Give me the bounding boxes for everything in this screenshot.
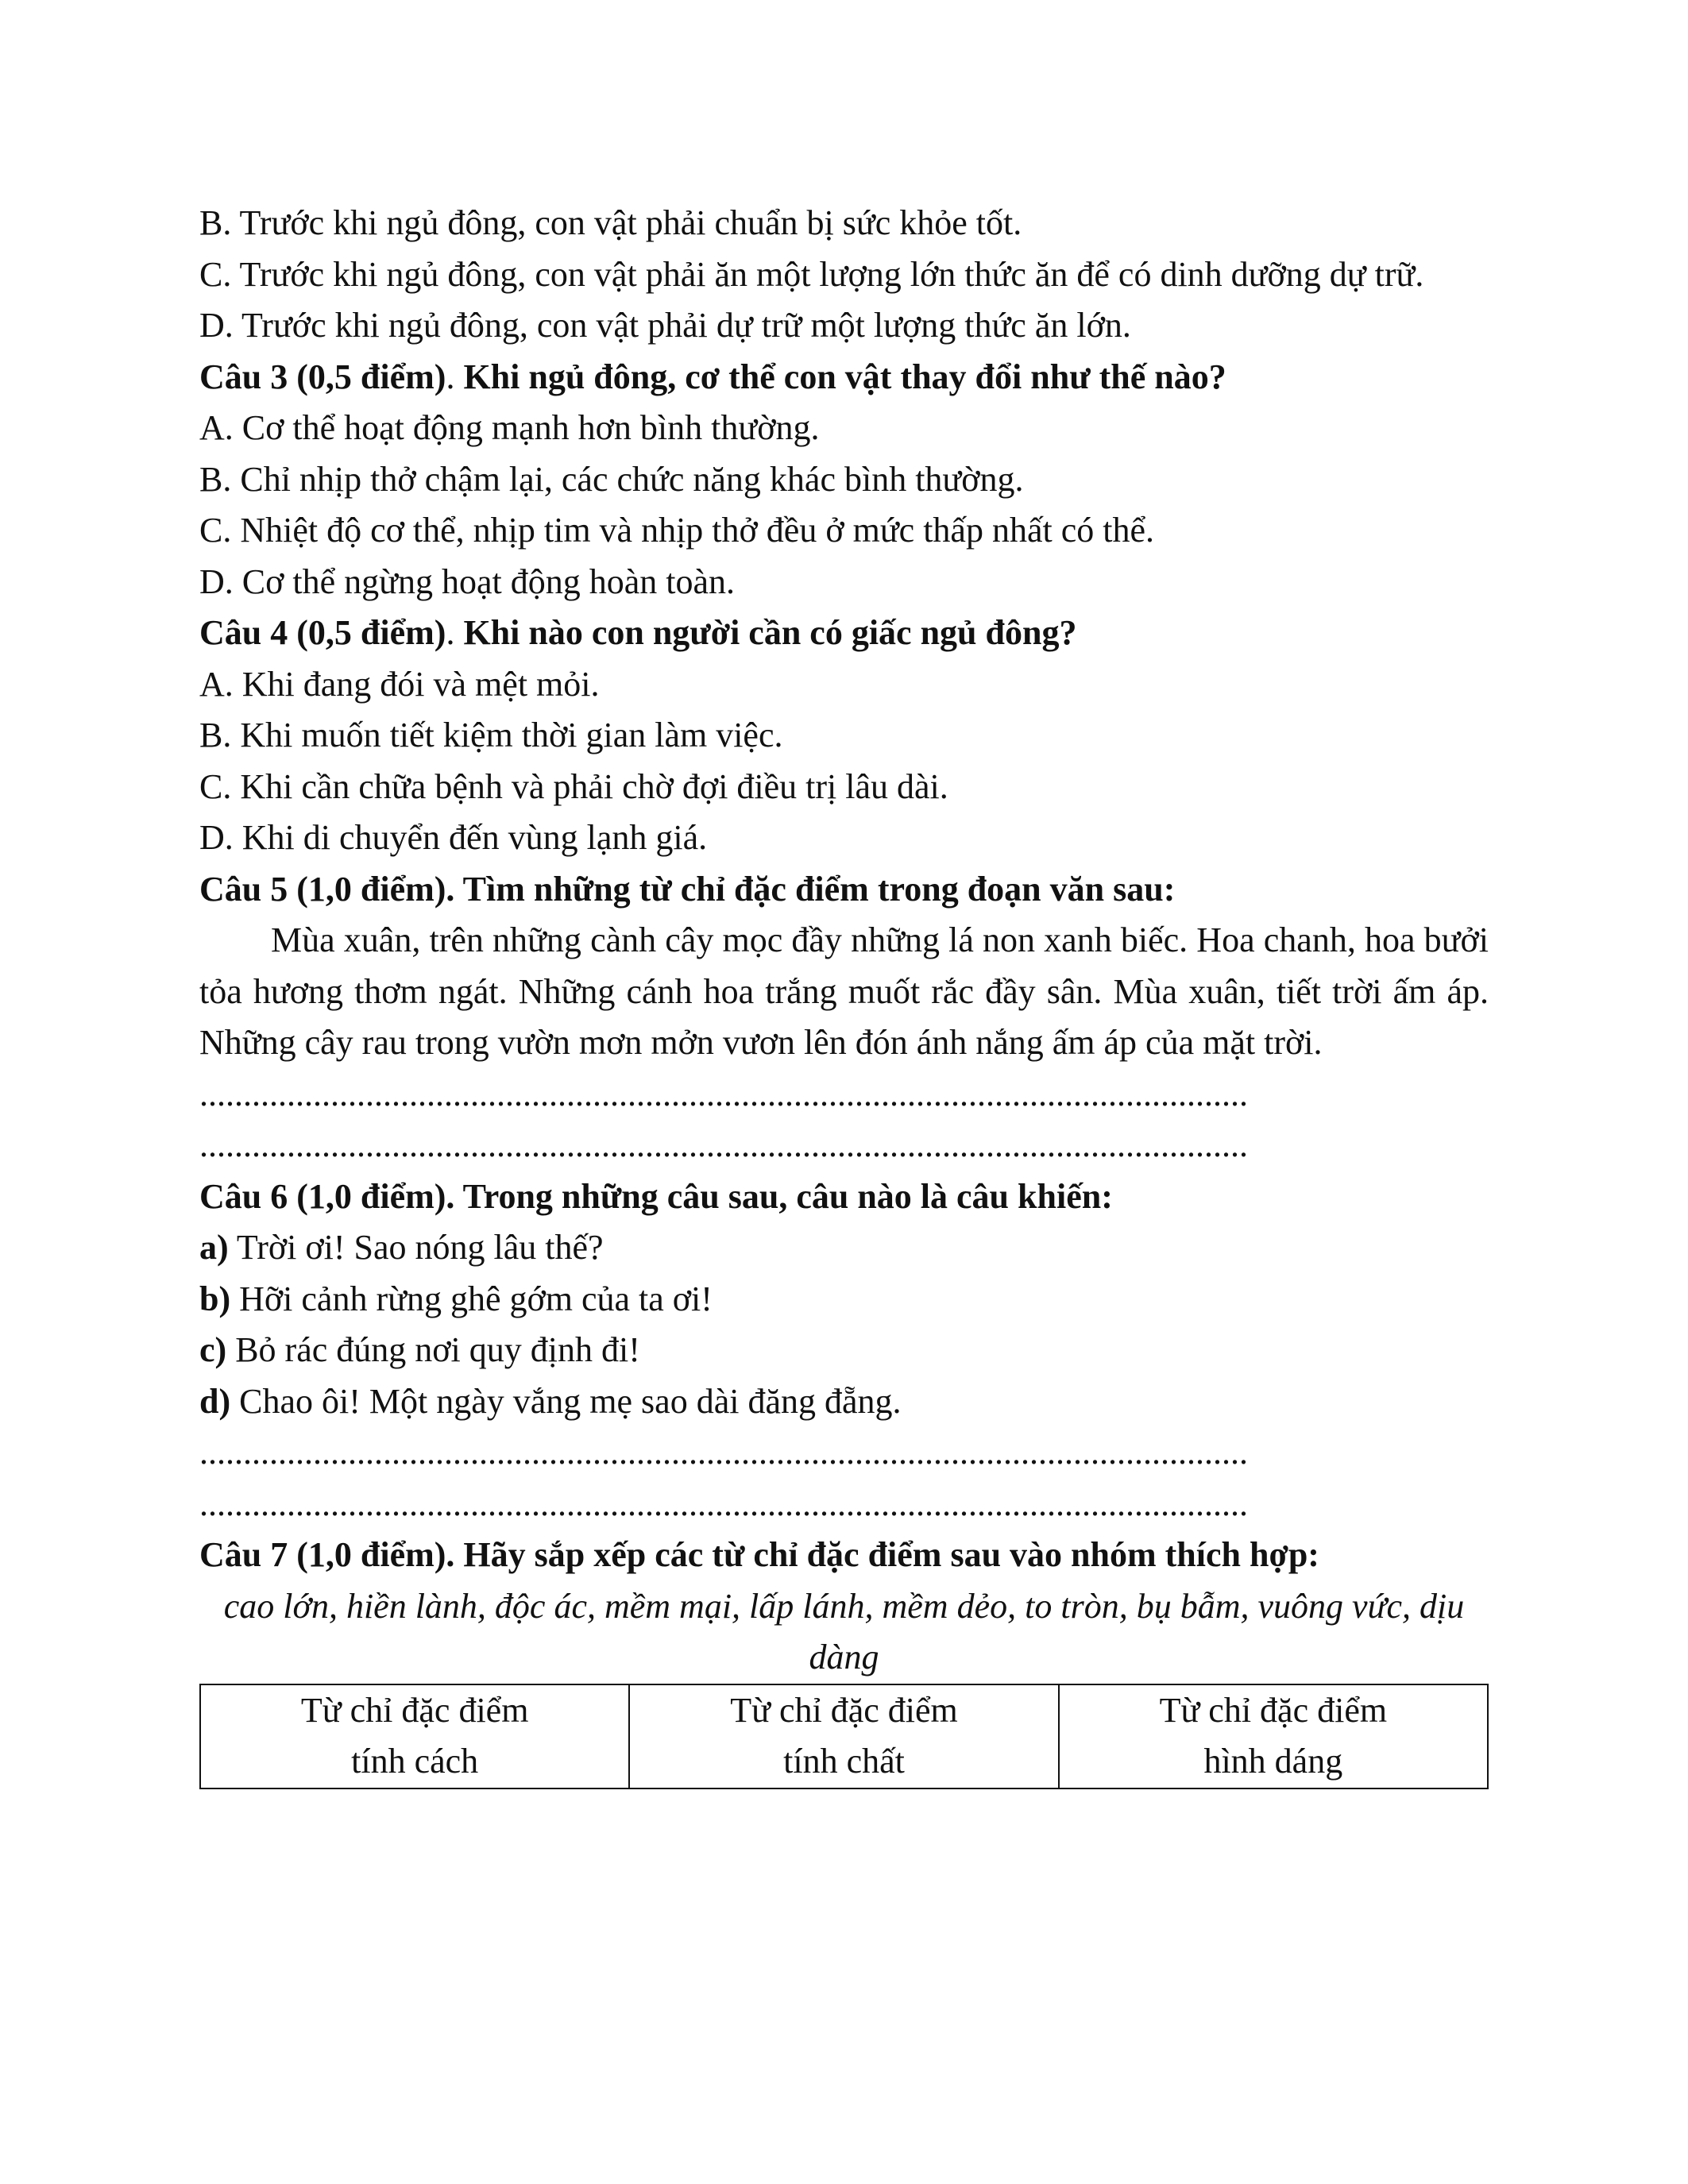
q7-title: Câu 7 (1,0 điểm). Hãy sắp xếp các từ chỉ đặc điểm sau vào nhóm thích hợp: <box>199 1535 1319 1574</box>
document-page <box>199 198 1489 1789</box>
q3-title <box>199 352 1489 403</box>
q4-question: Khi nào con người cần có giấc ngủ đông? <box>463 613 1077 652</box>
q6-option-a-text: Trời ơi! Sao nóng lâu thế? <box>228 1228 604 1267</box>
q6-option-c-letter: c) <box>199 1330 227 1369</box>
table-header-row <box>200 1684 1488 1788</box>
q3-separator: . <box>446 357 464 396</box>
table-header-cell-personality <box>200 1684 629 1788</box>
q2-option-d: D. Trước khi ngủ đông, con vật phải dự trữ một lượng thức ăn lớn. <box>199 306 1131 345</box>
q5-passage: Mùa xuân, trên những cành cây mọc đầy những lá non xanh biếc. Hoa chanh, hoa bưởi tỏa hương thơm ngát. Những cánh hoa trắng muốt rắc đầy sân. Mùa xuân, tiết trời ấm áp. Những cây rau trong vườn mơn mởn vươn lên đón ánh nắng ấm áp của mặt trời. <box>199 920 1489 1062</box>
table-header-line-2: tính cách <box>351 1742 479 1781</box>
q5-title: Câu 5 (1,0 điểm). Tìm những từ chỉ đặc điểm trong đoạn văn sau: <box>199 869 1176 909</box>
q4-option-d: D. Khi di chuyển đến vùng lạnh giá. <box>199 818 708 857</box>
q6-option-d <box>199 1376 1489 1428</box>
q4-option-b: B. Khi muốn tiết kiệm thời gian làm việc. <box>199 716 783 754</box>
table-header-cell-shape <box>1059 1684 1488 1788</box>
q6-option-c-text: Bỏ rác đúng nơi quy định đi! <box>226 1330 640 1369</box>
q6-option-b-text: Hỡi cảnh rừng ghê gớm của ta ơi! <box>230 1279 713 1318</box>
q4-option-c: C. Khi cần chữa bệnh và phải chờ đợi điều trị lâu dài. <box>199 766 948 806</box>
q6-answer-line-1: ........................................................................................................................ <box>199 1433 1248 1472</box>
q6-option-a-letter: a) <box>199 1228 229 1267</box>
q2-option-b: B. Trước khi ngủ đông, con vật phải chuẩn bị sức khỏe tốt. <box>199 203 1022 242</box>
q7-word-list: cao lớn, hiền lành, độc ác, mềm mại, lấp lánh, mềm dẻo, to tròn, bụ bẫm, vuông vức, dịu dàng <box>223 1586 1465 1677</box>
classification-table <box>199 1684 1489 1789</box>
table-header-cell-property <box>629 1684 1058 1788</box>
table-header-line-1: Từ chỉ đặc điểm <box>1159 1690 1388 1730</box>
q4-option-a: A. Khi đang đói và mệt mỏi. <box>199 664 600 704</box>
q3-question: Khi ngủ đông, cơ thể con vật thay đổi như thế nào? <box>463 357 1226 396</box>
q3-option-a: A. Cơ thể hoạt động mạnh hơn bình thường. <box>199 408 820 447</box>
q6-title: Câu 6 (1,0 điểm). Trong những câu sau, câu nào là câu khiến: <box>199 1176 1113 1216</box>
table-header-line-2: hình dáng <box>1203 1742 1343 1781</box>
q6-option-d-text: Chao ôi! Một ngày vắng mẹ sao dài đăng đẵng. <box>230 1381 902 1421</box>
table-header-line-1: Từ chỉ đặc điểm <box>300 1690 529 1730</box>
q5-answer-line-2: ........................................................................................................................ <box>199 1125 1248 1164</box>
table-header-line-1: Từ chỉ đặc điểm <box>730 1690 958 1730</box>
q3-option-b: B. Chỉ nhịp thở chậm lại, các chức năng khác bình thường. <box>199 459 1024 499</box>
table-header-line-2: tính chất <box>783 1742 905 1781</box>
q3-label: Câu 3 (0,5 điểm) <box>199 357 446 396</box>
q3-option-c: C. Nhiệt độ cơ thể, nhịp tim và nhịp thở đều ở mức thấp nhất có thể. <box>199 511 1154 550</box>
q6-answer-line-2: ........................................................................................................................ <box>199 1484 1248 1523</box>
q6-option-d-letter: d) <box>199 1381 231 1421</box>
q3-option-d: D. Cơ thể ngừng hoạt động hoàn toàn. <box>199 561 736 601</box>
q5-answer-line-1: ........................................................................................................................ <box>199 1074 1248 1113</box>
q4-separator: . <box>446 613 464 652</box>
q6-option-a <box>199 1222 1489 1274</box>
q2-option-c: C. Trước khi ngủ đông, con vật phải ăn một lượng lớn thức ăn để có dinh dưỡng dự trữ. <box>199 254 1424 294</box>
q4-title <box>199 608 1489 659</box>
q6-option-b-letter: b) <box>199 1279 231 1318</box>
q4-label: Câu 4 (0,5 điểm) <box>199 613 446 652</box>
q6-option-c <box>199 1325 1489 1376</box>
q6-option-b <box>199 1274 1489 1325</box>
